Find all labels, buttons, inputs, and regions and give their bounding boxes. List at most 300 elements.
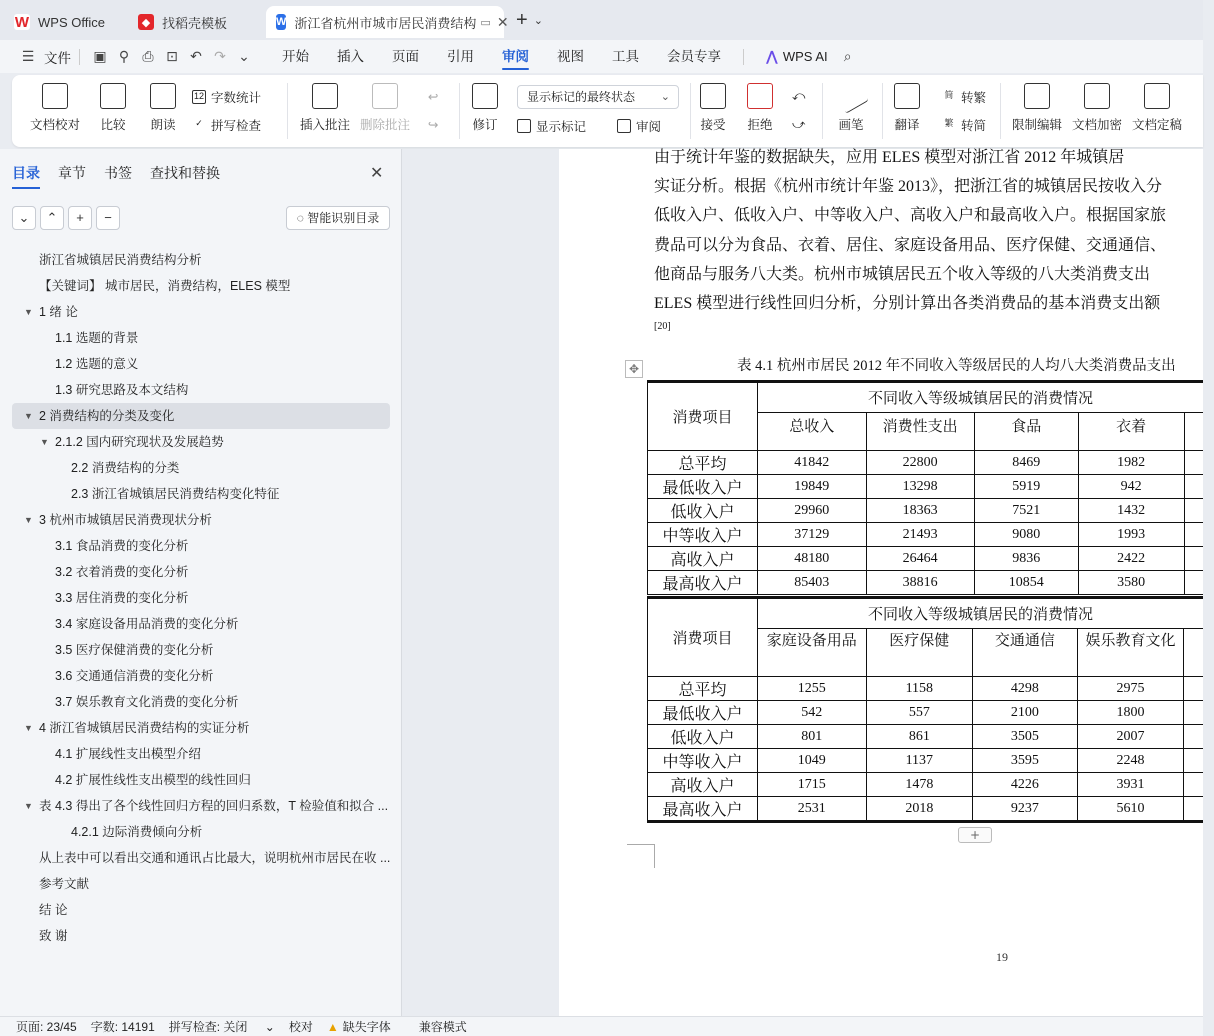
toc-item[interactable] xyxy=(12,715,390,741)
toc-item[interactable] xyxy=(12,845,390,871)
translate-label: 翻译 xyxy=(894,118,920,132)
table-cell xyxy=(1184,499,1203,523)
table-row xyxy=(648,701,1204,725)
tab-view[interactable]: 视图 xyxy=(557,49,584,64)
paragraph-line: ELES 模型进行线性回归分析，分别计算出各类消费品的基本消费支出额 xyxy=(654,294,1161,312)
restrict-edit-icon xyxy=(1024,83,1050,109)
table-cell xyxy=(1184,749,1203,773)
encrypt-label: 文档加密 xyxy=(1072,118,1123,132)
share-icon[interactable]: ⚲ xyxy=(118,48,130,64)
insert-comment-icon xyxy=(312,83,338,109)
markup-view-value: 显示标记的最终状态 xyxy=(527,90,636,104)
paragraph-line: 费品可以分为食品、衣着、居住、家庭设备用品、医疗保健、交通通信、 xyxy=(654,236,1167,254)
toc-item-label: 4.2.1 边际消费倾向分析 xyxy=(71,825,203,839)
tab-member[interactable]: 会员专享 xyxy=(667,49,721,64)
review-pane-icon xyxy=(617,119,631,133)
nav-tab-chapters[interactable]: 章节 xyxy=(58,165,86,181)
to-simplified-button[interactable] xyxy=(942,116,986,134)
next-change-icon[interactable]: ⤻ xyxy=(792,117,806,131)
table-cell xyxy=(1184,523,1203,547)
delete-comment-button[interactable] xyxy=(360,83,410,141)
table-row xyxy=(648,725,1204,749)
toc-list xyxy=(12,247,390,949)
row-label-cell: 低收入户 xyxy=(648,725,758,749)
table-cell: 13298 xyxy=(866,475,974,499)
table-cell xyxy=(1184,773,1203,797)
file-menu[interactable]: 文件 xyxy=(44,50,71,66)
table-cell: 85403 xyxy=(758,571,866,595)
table-cell: 1800 xyxy=(1077,701,1184,725)
toc-item-label: 3.2 衣着消费的变化分析 xyxy=(55,565,189,579)
hamburger-icon[interactable]: ☰ xyxy=(21,48,35,64)
table-cell xyxy=(1184,677,1203,701)
compare-button[interactable] xyxy=(100,83,126,141)
compare-label: 比较 xyxy=(100,118,126,132)
row-label-cell: 低收入户 xyxy=(648,499,758,523)
row-label-cell: 总平均 xyxy=(648,451,758,475)
table-cell: 26464 xyxy=(866,547,974,571)
toc-item[interactable] xyxy=(12,455,390,481)
translate-button[interactable] xyxy=(894,83,920,141)
table-cell: 861 xyxy=(866,725,973,749)
spell-check-button[interactable] xyxy=(192,116,261,134)
table-cell: 22800 xyxy=(866,451,974,475)
table-row xyxy=(648,571,1204,595)
table-cell: 2248 xyxy=(1077,749,1184,773)
show-markup-button[interactable] xyxy=(517,117,586,135)
page-indicator[interactable]: 页面: 23/45 xyxy=(16,1020,77,1034)
encrypt-icon xyxy=(1084,83,1110,109)
compat-mode-status: 兼容模式 xyxy=(418,1020,467,1034)
tab-page[interactable]: 页面 xyxy=(392,49,419,64)
paragraph-line: 实证分析。根据《杭州市统计年鉴 2013》，把浙江省的城镇居民按收入分 xyxy=(654,178,1163,196)
nav-tab-toc[interactable]: 目录 xyxy=(12,163,40,189)
next-comment-icon[interactable]: ↪ xyxy=(428,118,439,132)
toc-item[interactable] xyxy=(12,585,390,611)
table-cell: 542 xyxy=(758,701,866,725)
table-cell: 1432 xyxy=(1078,499,1184,523)
table-cell: 2100 xyxy=(973,701,1078,725)
add-icon[interactable]: + xyxy=(68,206,92,230)
table-cell: 7521 xyxy=(974,499,1078,523)
row-header-cell: 消费项目 xyxy=(648,598,758,677)
show-markup-icon xyxy=(517,119,531,133)
table-cell: 29960 xyxy=(758,499,866,523)
monitor-icon[interactable]: ▭ xyxy=(480,16,491,29)
toc-item[interactable] xyxy=(12,247,390,273)
table-cell: 2531 xyxy=(758,797,866,822)
toc-item[interactable] xyxy=(12,819,390,845)
tab-tools[interactable]: 工具 xyxy=(612,49,639,64)
tab-label: 浙江省杭州市城市居民消费结构 xyxy=(294,15,477,31)
more-icon[interactable]: ⌄ xyxy=(238,48,250,64)
row-label-cell: 高收入户 xyxy=(648,773,758,797)
encrypt-button[interactable] xyxy=(1072,83,1122,141)
toc-item-label: 3.7 娱乐教育文化消费的变化分析 xyxy=(55,695,239,709)
doc-proof-icon xyxy=(42,83,68,109)
table-row xyxy=(648,475,1204,499)
finalize-label: 文档定稿 xyxy=(1132,118,1183,132)
smart-toc-icon: ◌ xyxy=(296,211,308,225)
row-label-cell: 总平均 xyxy=(648,677,758,701)
delete-comment-icon xyxy=(372,83,398,109)
table-cell xyxy=(1184,475,1203,499)
prev-change-icon[interactable]: ⤺ xyxy=(792,89,806,103)
docer-logo-icon: ◆ xyxy=(138,14,154,30)
toc-item-label: 3.6 交通通信消费的变化分析 xyxy=(55,669,214,683)
table-row xyxy=(648,749,1204,773)
tab-insert[interactable]: 插入 xyxy=(337,49,364,64)
paragraph-line: 由于统计年鉴的数据缺失，应用 ELES 模型对浙江省 2012 年城镇居 xyxy=(654,149,1125,166)
table-row xyxy=(648,547,1204,571)
nav-tab-bookmarks[interactable]: 书签 xyxy=(104,165,132,181)
toc-item[interactable] xyxy=(12,793,390,819)
reject-label: 拒绝 xyxy=(747,118,773,132)
column-header-cell: 家庭设备用品 xyxy=(758,629,866,677)
column-header-cell: 交通通信 xyxy=(973,629,1078,677)
word-count-indicator[interactable]: 字数: 14191 xyxy=(90,1020,155,1034)
group-header-cell: 不同收入等级城镇居民的消费情况 xyxy=(758,382,1203,413)
table-cell xyxy=(1184,547,1203,571)
translate-icon xyxy=(894,83,920,109)
document-page[interactable] xyxy=(559,149,1203,1016)
toc-item[interactable] xyxy=(12,325,390,351)
close-icon[interactable]: ✕ xyxy=(370,165,384,182)
table-cell: 10854 xyxy=(974,571,1078,595)
tab-home[interactable]: 开始 xyxy=(282,49,309,64)
review-pane-label: 审阅 xyxy=(636,120,662,134)
toc-item-label: 2.1.2 国内研究现状及发展趋势 xyxy=(55,435,224,449)
toc-item-label: 4.1 扩展线性支出模型介绍 xyxy=(55,747,201,761)
table-cell: 2007 xyxy=(1077,725,1184,749)
reject-icon xyxy=(747,83,773,109)
finalize-button[interactable] xyxy=(1132,83,1182,141)
table-cell: 9080 xyxy=(974,523,1078,547)
spell-check-status-label: 拼写检查: 关闭 xyxy=(168,1020,248,1034)
spell-check-label: 拼写检查 xyxy=(211,119,262,133)
row-label-cell: 中等收入户 xyxy=(648,523,758,547)
column-header-cell: 医疗保健 xyxy=(866,629,973,677)
table-cell: 2422 xyxy=(1078,547,1184,571)
print-icon[interactable]: ⎙ xyxy=(142,48,154,64)
toc-item[interactable] xyxy=(12,533,390,559)
smart-toc-label: 智能识别目录 xyxy=(307,211,380,225)
paragraph-line: 他商品与服务八大类。杭州市城镇居民五个收入等级的八大类消费支出 xyxy=(654,265,1151,283)
toc-item-label: 3.1 食品消费的变化分析 xyxy=(55,539,189,553)
expand-caret-icon[interactable]: ▼ xyxy=(24,723,33,733)
save-icon[interactable]: ▣ xyxy=(93,48,107,64)
table-cell: 18363 xyxy=(866,499,974,523)
table-cell: 21493 xyxy=(866,523,974,547)
tab-template[interactable] xyxy=(128,6,262,38)
table-cell: 5610 xyxy=(1077,797,1184,822)
table-cell: 37129 xyxy=(758,523,866,547)
table-cell: 19849 xyxy=(758,475,866,499)
table-cell: 801 xyxy=(758,725,866,749)
table-cell: 3595 xyxy=(973,749,1078,773)
toc-item-label: 1.1 选题的背景 xyxy=(55,331,139,345)
insert-comment-button[interactable] xyxy=(300,83,350,141)
tab-references[interactable]: 引用 xyxy=(447,49,474,64)
table-cell xyxy=(1184,797,1203,822)
undo-icon[interactable]: ↶ xyxy=(190,48,202,64)
body-paragraph xyxy=(654,143,1214,318)
column-header-cell: 消费性支出 xyxy=(866,413,974,451)
toc-item-label: 4.2 扩展性线性支出模型的线性回归 xyxy=(55,773,251,787)
table-cell: 3505 xyxy=(973,725,1078,749)
toc-item[interactable] xyxy=(12,689,390,715)
chevron-up-icon[interactable]: ⌃ xyxy=(40,206,64,230)
divider xyxy=(1000,83,1001,139)
table-move-handle-icon[interactable]: ✥ xyxy=(625,360,643,378)
row-label-cell: 最高收入户 xyxy=(648,571,758,595)
status-bar xyxy=(0,1016,1203,1036)
word-doc-icon: W xyxy=(276,16,287,28)
minus-icon[interactable]: − xyxy=(96,206,120,230)
expand-caret-icon[interactable]: ▼ xyxy=(24,411,33,421)
chevron-down-icon[interactable]: ⌄ xyxy=(12,206,36,230)
table-cell xyxy=(1184,701,1203,725)
data-table-2 xyxy=(647,596,1203,823)
table-cell: 557 xyxy=(866,701,973,725)
expand-caret-icon[interactable]: ▼ xyxy=(24,801,33,811)
table-cell: 1982 xyxy=(1078,451,1184,475)
expand-caret-icon[interactable]: ▼ xyxy=(24,307,33,317)
tab-document[interactable] xyxy=(266,6,509,38)
toc-item-label: 从上表中可以看出交通和通讯占比最大，说明杭州市居民在收 ... xyxy=(39,851,391,865)
column-header-cell: 衣着 xyxy=(1078,413,1184,451)
toc-item[interactable] xyxy=(12,663,390,689)
close-tab-icon[interactable]: ✕ xyxy=(496,13,509,30)
table-cell: 3580 xyxy=(1078,571,1184,595)
toc-item-label: 4 浙江省城镇居民消费结构的实证分析 xyxy=(39,721,250,735)
toc-item[interactable] xyxy=(12,741,390,767)
read-aloud-icon xyxy=(150,83,176,109)
wps-ai-icon: ⋀ xyxy=(766,48,778,64)
traditional-icon: 简 xyxy=(944,90,954,100)
print-preview-icon[interactable]: ⊡ xyxy=(166,48,178,64)
row-label-cell: 中等收入户 xyxy=(648,749,758,773)
table-cell: 1478 xyxy=(866,773,973,797)
divider xyxy=(822,83,823,139)
to-simplified-label: 转简 xyxy=(961,119,987,133)
tab-label: 找稻壳模板 xyxy=(162,15,228,31)
toc-item-label: 结 论 xyxy=(39,903,68,917)
toc-item[interactable] xyxy=(12,507,390,533)
show-markup-label: 显示标记 xyxy=(536,120,587,134)
column-header-cell: 食品 xyxy=(974,413,1078,451)
insert-comment-label: 插入批注 xyxy=(300,118,351,132)
toc-item-label: 1.2 选题的意义 xyxy=(55,357,139,371)
toc-item[interactable] xyxy=(12,611,390,637)
finalize-icon xyxy=(1144,83,1170,109)
table-cell xyxy=(1184,451,1203,475)
prev-comment-icon[interactable]: ↩ xyxy=(428,90,439,104)
toc-item-label: 2.2 消费结构的分类 xyxy=(71,461,180,475)
to-traditional-button[interactable] xyxy=(942,88,986,106)
divider xyxy=(287,83,288,139)
page-corner-mark xyxy=(627,844,655,868)
table-cell xyxy=(1184,413,1203,451)
accept-button[interactable] xyxy=(700,83,726,141)
table-caption: 表 4.1 杭州市居民 2012 年不同收入等级居民的人均八大类消费品支出 xyxy=(737,358,1176,374)
toc-item[interactable] xyxy=(12,871,390,897)
row-label-cell: 最低收入户 xyxy=(648,701,758,725)
table-cell: 38816 xyxy=(866,571,974,595)
table-cell: 3931 xyxy=(1077,773,1184,797)
missing-font-label: 缺失字体 xyxy=(342,1020,391,1034)
toc-item-label: 致 谢 xyxy=(39,929,68,943)
toc-item[interactable] xyxy=(12,767,390,793)
reference-marker: [20] xyxy=(654,321,671,332)
simplified-icon: 繁 xyxy=(944,118,954,128)
table-cell: 8469 xyxy=(974,451,1078,475)
tab-wps-office[interactable] xyxy=(4,6,124,38)
to-traditional-label: 转繁 xyxy=(961,91,987,105)
toc-item-label: 2 消费结构的分类及变化 xyxy=(39,409,175,423)
doc-proof-button[interactable] xyxy=(30,83,80,141)
wps-logo-icon: W xyxy=(14,13,30,31)
table-row xyxy=(648,773,1204,797)
toc-item[interactable] xyxy=(12,923,390,949)
group-header-cell: 不同收入等级城镇居民的消费情况 xyxy=(758,598,1203,629)
review-ribbon xyxy=(12,75,1203,147)
toc-item-label: 3 杭州市城镇居民消费现状分析 xyxy=(39,513,212,527)
toc-item-label: 【关键词】 城市居民，消费结构，ELES 模型 xyxy=(39,279,291,293)
toc-item-label: 浙江省城镇居民消费结构分析 xyxy=(39,253,202,267)
spell-check-icon: ✓ xyxy=(195,118,203,128)
tab-label: WPS Office xyxy=(38,14,105,30)
tab-review[interactable]: 审阅 xyxy=(488,40,543,73)
page-number: 19 xyxy=(996,950,1008,964)
restrict-edit-label: 限制编辑 xyxy=(1012,118,1063,132)
wps-ai-label: WPS AI xyxy=(782,49,828,64)
toc-item-label: 1.3 研究思路及本文结构 xyxy=(55,383,189,397)
toc-item[interactable] xyxy=(12,559,390,585)
smart-toc-button[interactable] xyxy=(286,206,390,230)
row-header-cell: 消费项目 xyxy=(648,382,758,451)
new-tab-button[interactable]: + xyxy=(516,8,528,31)
delete-comment-label: 删除批注 xyxy=(360,118,411,132)
column-header-cell: 总收入 xyxy=(758,413,866,451)
nav-tab-find-replace[interactable]: 查找和替换 xyxy=(150,165,220,181)
expand-caret-icon[interactable]: ▼ xyxy=(40,437,49,447)
table-cell: 1993 xyxy=(1078,523,1184,547)
table-cell: 48180 xyxy=(758,547,866,571)
table-cell: 9836 xyxy=(974,547,1078,571)
review-pane-button[interactable] xyxy=(617,117,661,135)
table-cell: 1049 xyxy=(758,749,866,773)
warning-icon: ▲ xyxy=(326,1020,339,1034)
table-row xyxy=(648,677,1204,701)
accept-icon xyxy=(700,83,726,109)
markup-view-select[interactable] xyxy=(517,85,679,109)
row-label-cell: 高收入户 xyxy=(648,547,758,571)
add-row-button[interactable]: + xyxy=(958,827,992,843)
toc-item[interactable] xyxy=(12,637,390,663)
restrict-edit-button[interactable] xyxy=(1012,83,1062,141)
divider xyxy=(79,49,80,65)
paragraph-line: 低收入户、低收入户、中等收入户、高收入户和最高收入户。根据国家旅 xyxy=(654,207,1167,225)
table-cell: 5919 xyxy=(974,475,1078,499)
word-count-button[interactable] xyxy=(192,88,261,106)
title-tab-bar xyxy=(0,0,1203,40)
table-row xyxy=(648,499,1204,523)
toc-item[interactable] xyxy=(12,403,390,429)
divider xyxy=(882,83,883,139)
toc-item-label: 表 4.3 得出了各个线性回归方程的回归系数，T 检验值和拟合 ... xyxy=(39,799,389,813)
compare-icon xyxy=(100,83,126,109)
table-cell: 2975 xyxy=(1077,677,1184,701)
column-header-cell: 娱乐教育文化 xyxy=(1077,629,1184,677)
pen-button[interactable] xyxy=(838,83,864,141)
table-row xyxy=(648,523,1204,547)
nav-tabs xyxy=(12,163,238,189)
toc-item[interactable] xyxy=(12,429,390,455)
table-cell: 942 xyxy=(1078,475,1184,499)
divider xyxy=(743,49,744,65)
toc-item[interactable] xyxy=(12,897,390,923)
accept-label: 接受 xyxy=(700,118,726,132)
revise-icon xyxy=(472,83,498,109)
table-cell: 41842 xyxy=(758,451,866,475)
toc-item-label: 参考文献 xyxy=(39,877,90,891)
table-cell: 1137 xyxy=(866,749,973,773)
redo-icon[interactable]: ↷ xyxy=(214,48,226,64)
read-aloud-label: 朗读 xyxy=(150,118,176,132)
table-cell xyxy=(1184,725,1203,749)
toc-item[interactable] xyxy=(12,273,390,299)
table-cell xyxy=(1184,629,1203,677)
table-row xyxy=(648,451,1204,475)
reject-button[interactable] xyxy=(747,83,773,141)
toc-item[interactable] xyxy=(12,377,390,403)
pen-icon xyxy=(833,78,869,114)
chevron-down-icon[interactable]: ⌄ xyxy=(533,14,543,27)
chevron-down-icon: ⌄ xyxy=(660,91,670,103)
revise-button[interactable] xyxy=(472,83,498,141)
toc-item[interactable] xyxy=(12,351,390,377)
row-label-cell: 最高收入户 xyxy=(648,797,758,822)
toc-item-label: 1 绪 论 xyxy=(39,305,78,319)
menu-bar xyxy=(0,40,1203,73)
navigation-pane xyxy=(0,149,402,1016)
toc-item-label: 3.4 家庭设备用品消费的变化分析 xyxy=(55,617,239,631)
expand-caret-icon[interactable]: ▼ xyxy=(24,515,33,525)
spell-check-status[interactable]: 拼写检查: 关闭 ⌄ xyxy=(168,1020,275,1034)
table-cell: 4298 xyxy=(973,677,1078,701)
table-cell: 1255 xyxy=(758,677,866,701)
row-label-cell: 最低收入户 xyxy=(648,475,758,499)
missing-font-status[interactable] xyxy=(327,1018,405,1035)
wps-ai-button[interactable] xyxy=(766,48,828,65)
proof-status[interactable]: 校对 xyxy=(288,1020,313,1034)
table-cell xyxy=(1184,571,1203,595)
toc-item[interactable] xyxy=(12,299,390,325)
data-table-1 xyxy=(647,380,1203,595)
word-count-icon: 12 xyxy=(192,90,206,104)
toc-item-label: 2.3 浙江省城镇居民消费结构变化特征 xyxy=(71,487,280,501)
pen-label: 画笔 xyxy=(838,118,864,132)
table-cell: 2018 xyxy=(866,797,973,822)
table-cell: 4226 xyxy=(973,773,1078,797)
toc-item[interactable] xyxy=(12,481,390,507)
doc-proof-label: 文档校对 xyxy=(30,118,81,132)
table-row xyxy=(648,797,1204,822)
table-cell: 9237 xyxy=(973,797,1078,822)
search-icon[interactable]: ⌕ xyxy=(843,48,852,64)
read-aloud-button[interactable] xyxy=(150,83,176,141)
